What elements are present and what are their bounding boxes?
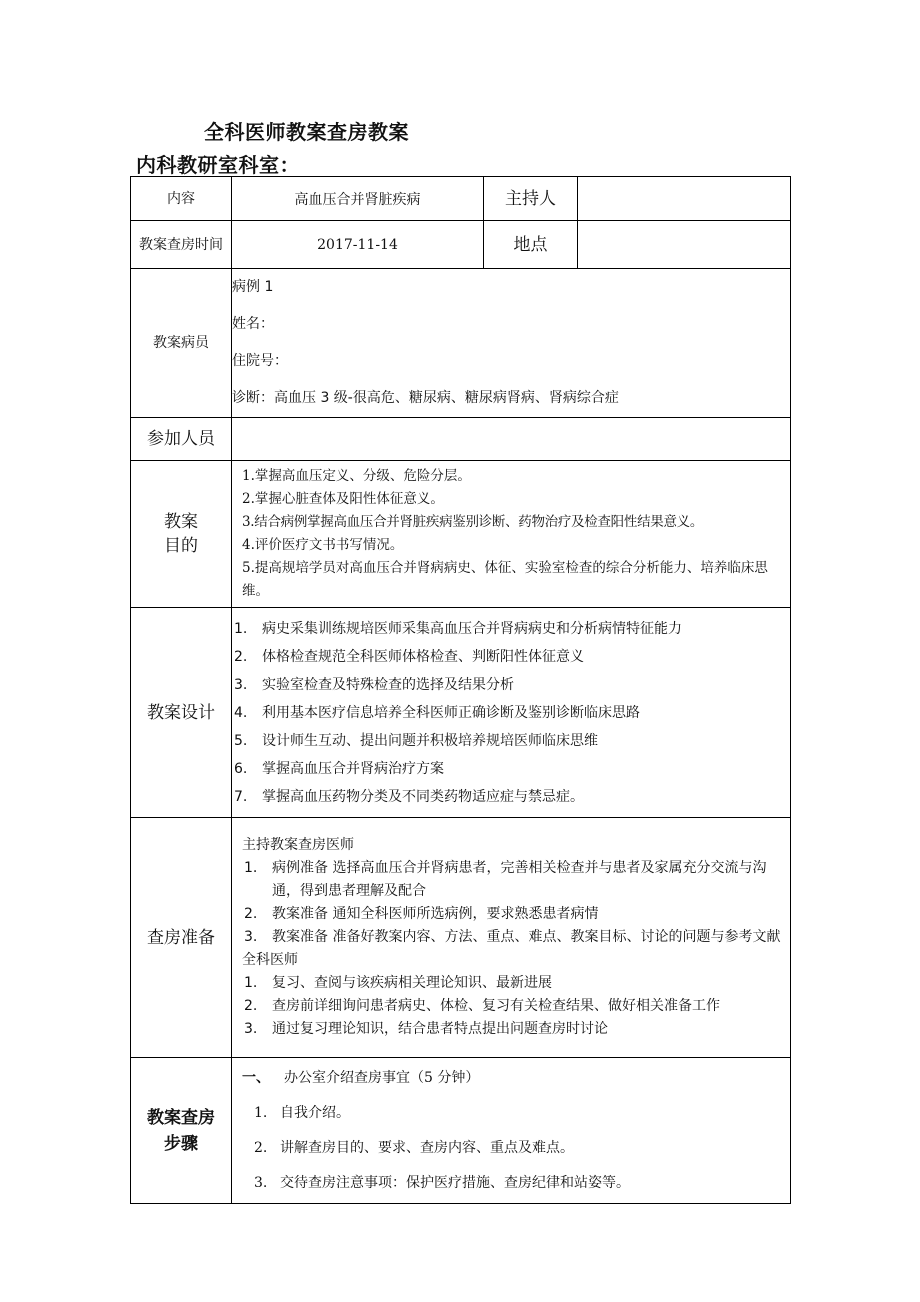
step-item: 3. 交待查房注意事项：保护医疗措施、查房纪律和站姿等。 (254, 1175, 630, 1191)
prep-gp-item: 2. 查房前详细询问患者病史、体检、复习有关检查结果、做好相关准备工作 (244, 998, 720, 1014)
steps-label-line2: 步骤 (164, 1133, 198, 1154)
goal-item: 2.掌握心脏查体及阳性体征意义。 (242, 491, 444, 507)
prep-host-item: 3. 教案准备 准备好教案内容、方法、重点、难点、教案目标、讨论的问题与参考文献 (244, 929, 781, 945)
row-steps (131, 1058, 791, 1204)
diagnosis: 诊断：高血压 3 级-很高危、糖尿病、糖尿病肾病、肾病综合症 (232, 390, 619, 406)
goal-item: 5.提高规培学员对高血压合并肾病病史、体征、实验室检查的综合分析能力、培养临床思维。 (242, 560, 768, 599)
design-item: 5. 设计师生互动、提出问题并积极培养规培医师临床思维 (234, 732, 598, 749)
patient-details (232, 269, 791, 418)
content-value: 高血压合并肾脏疾病 (232, 177, 484, 221)
design-item: 2. 体格检查规范全科医师体格检查、判断阳性体征意义 (234, 648, 584, 665)
row-prep (131, 818, 791, 1058)
design-item: 3. 实验室检查及特殊检查的选择及结果分析 (234, 676, 514, 693)
goal-item: 1.掌握高血压定义、分级、危险分层。 (242, 468, 471, 484)
date-value: 2017-11-14 (232, 221, 484, 269)
design-item: 1. 病史采集训练规培医师采集高血压合并肾病病史和分析病情特征能力 (234, 620, 682, 637)
place-value (578, 221, 791, 269)
prep-details (232, 818, 791, 1058)
content-label: 内容 (131, 177, 232, 221)
goals-label (131, 461, 232, 608)
goals-label-line1: 教案 (164, 512, 198, 532)
lesson-plan-table (130, 176, 791, 1204)
department-line: 内科教研室科室： (136, 153, 300, 177)
row-date (131, 221, 791, 269)
place-label: 地点 (484, 221, 578, 269)
host-label: 主持人 (484, 177, 578, 221)
prep-host-item: 2. 教案准备 通知全科医师所选病例，要求熟悉患者病情 (244, 906, 599, 922)
goal-item: 4.评价医疗文书书写情况。 (242, 537, 404, 553)
row-content (131, 177, 791, 221)
design-label: 教案设计 (131, 608, 232, 818)
design-item: 7. 掌握高血压药物分类及不同类药物适应症与禁忌症。 (234, 788, 584, 805)
participants-label: 参加人员 (131, 418, 232, 461)
row-design (131, 608, 791, 818)
document-title: 全科医师教案查房教案 (204, 120, 409, 144)
host-value (578, 177, 791, 221)
design-list (232, 608, 791, 818)
row-participants (131, 418, 791, 461)
date-label: 教案查房时间 (131, 221, 232, 269)
goal-item: 3.结合病例掌握高血压合并肾脏疾病鉴别诊断、药物治疗及检查阳性结果意义。 (242, 514, 704, 530)
row-patient (131, 269, 791, 418)
steps-section: 一、 办公室介绍查房事宜（5 分钟） (242, 1070, 480, 1086)
prep-host-item: 1. 病例准备 选择高血压合并肾病患者，完善相关检查并与患者及家属充分交流与沟通，得到患者理解及配合 (244, 860, 767, 899)
step-item: 1. 自我介绍。 (254, 1105, 350, 1121)
steps-details (232, 1058, 791, 1204)
case-number: 病例 1 (232, 279, 274, 295)
prep-host-heading: 主持教案查房医师 (242, 837, 354, 853)
goals-list (232, 461, 791, 608)
prep-gp-item: 1. 复习、查阅与该疾病相关理论知识、最新进展 (244, 975, 552, 991)
patient-name: 姓名： (232, 316, 274, 332)
admission-number: 住院号： (232, 353, 288, 369)
design-item: 6. 掌握高血压合并肾病治疗方案 (234, 760, 444, 777)
steps-label (131, 1058, 232, 1204)
patient-label: 教案病员 (131, 269, 232, 418)
row-goals (131, 461, 791, 608)
goals-label-line2: 目的 (164, 536, 198, 556)
design-item: 4. 利用基本医疗信息培养全科医师正确诊断及鉴别诊断临床思路 (234, 704, 640, 721)
prep-label: 查房准备 (131, 818, 232, 1058)
participants-value (232, 418, 791, 461)
prep-gp-item: 3. 通过复习理论知识，结合患者特点提出问题查房时讨论 (244, 1021, 608, 1037)
prep-gp-heading: 全科医师 (242, 952, 298, 968)
step-item: 2. 讲解查房目的、要求、查房内容、重点及难点。 (254, 1140, 574, 1156)
steps-label-line1: 教案查房 (147, 1107, 215, 1128)
